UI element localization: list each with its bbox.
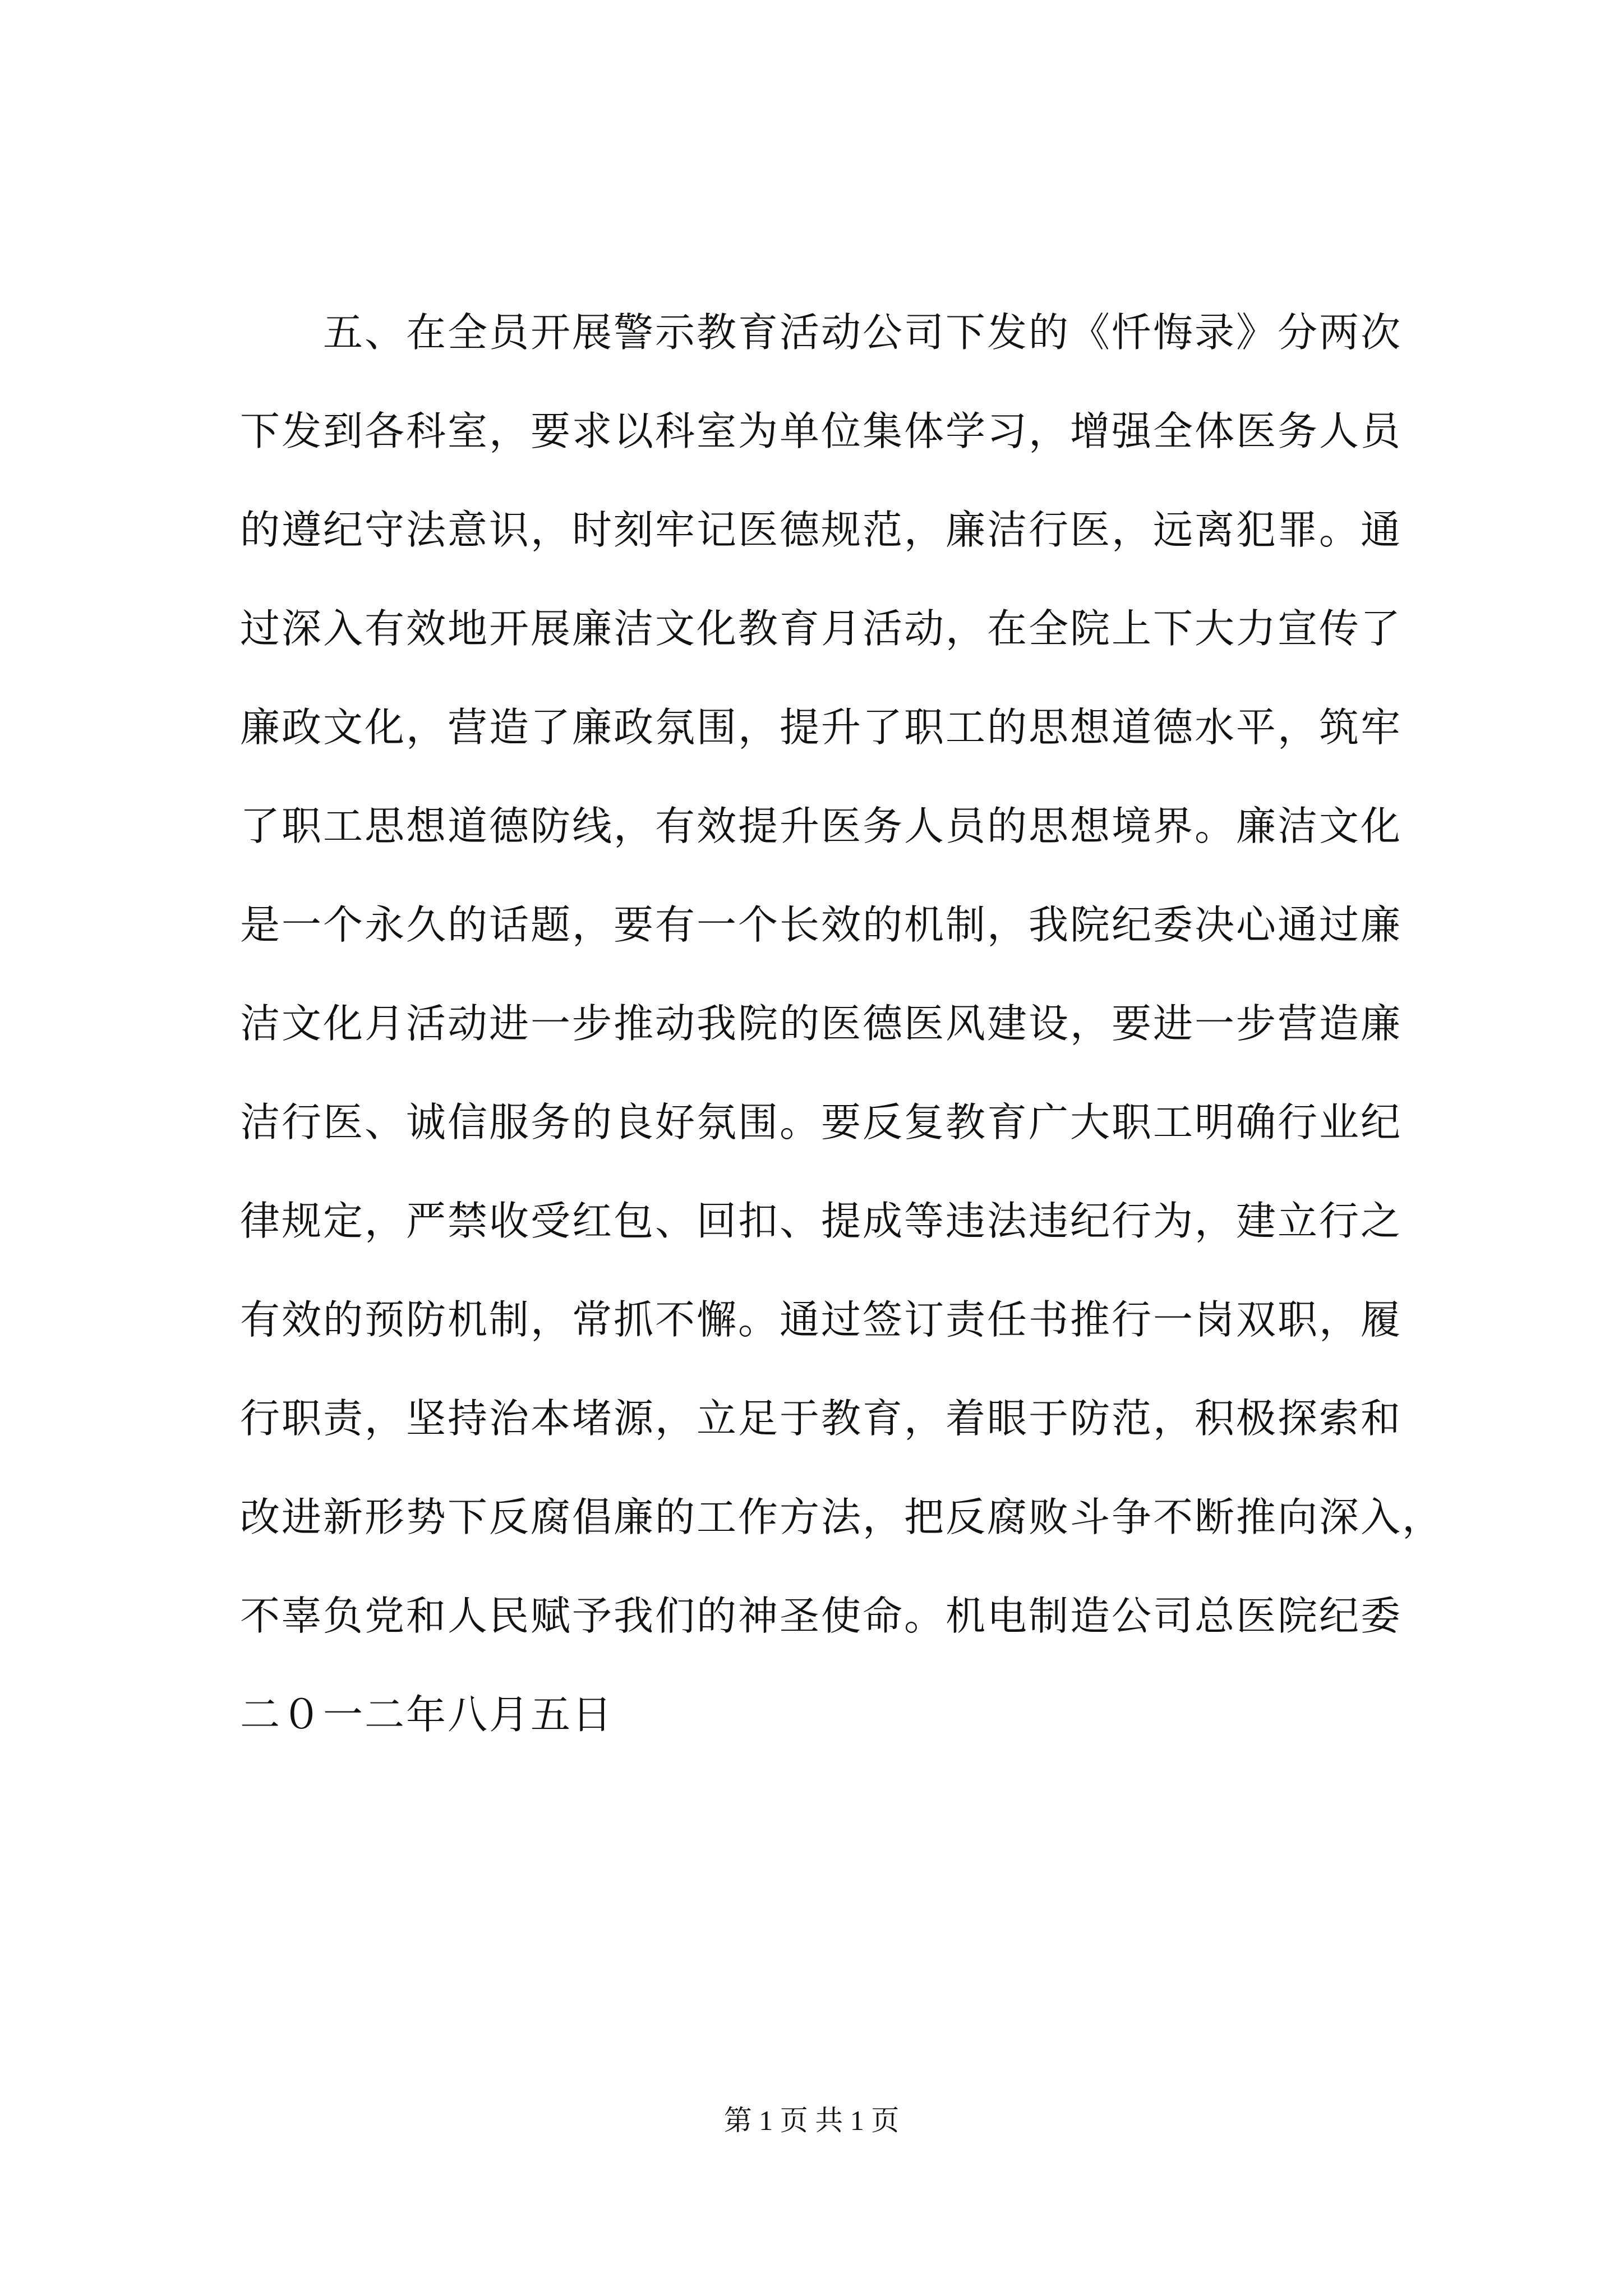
text-line-3: 的遵纪守法意识，时刻牢记医德规范，廉洁行医，远离犯罪。通 xyxy=(240,507,1403,553)
text-line-7: 是一个永久的话题，要有一个长效的机制，我院纪委决心通过廉 xyxy=(240,901,1403,948)
body-paragraph xyxy=(240,283,1444,1764)
text-line-12: 行职责，坚持治本堵源，立足于教育，着眼于防范，积极探索和 xyxy=(240,1395,1403,1442)
text-line-13: 改进新形势下反腐倡廉的工作方法，把反腐败斗争不断推向深入， xyxy=(240,1494,1444,1540)
page-number-label: 第 1 页 共 1 页 xyxy=(723,2105,900,2136)
text-line-15: 二０一二年八月五日 xyxy=(240,1691,614,1738)
text-line-1: 五、在全员开展警示教育活动公司下发的《忏悔录》分两次 xyxy=(323,309,1403,356)
text-line-4: 过深入有效地开展廉洁文化教育月活动，在全院上下大力宣传了 xyxy=(240,605,1403,652)
text-line-14: 不辜负党和人民赋予我们的神圣使命。机电制造公司总医院纪委 xyxy=(240,1593,1403,1639)
text-line-10: 律规定，严禁收受红包、回扣、提成等违法违纪行为，建立行之 xyxy=(240,1198,1403,1244)
page-footer xyxy=(0,2101,1623,2140)
text-line-11: 有效的预防机制，常抓不懈。通过签订责任书推行一岗双职，履 xyxy=(240,1296,1403,1343)
text-line-5: 廉政文化，营造了廉政氛围，提升了职工的思想道德水平，筑牢 xyxy=(240,704,1403,751)
text-line-2: 下发到各科室，要求以科室为单位集体学习，增强全体医务人员 xyxy=(240,408,1403,454)
text-line-6: 了职工思想道德防线，有效提升医务人员的思想境界。廉洁文化 xyxy=(240,803,1403,849)
text-line-9: 洁行医、诚信服务的良好氛围。要反复教育广大职工明确行业纪 xyxy=(240,1099,1403,1145)
text-line-8: 洁文化月活动进一步推动我院的医德医风建设，要进一步营造廉 xyxy=(240,1000,1403,1047)
